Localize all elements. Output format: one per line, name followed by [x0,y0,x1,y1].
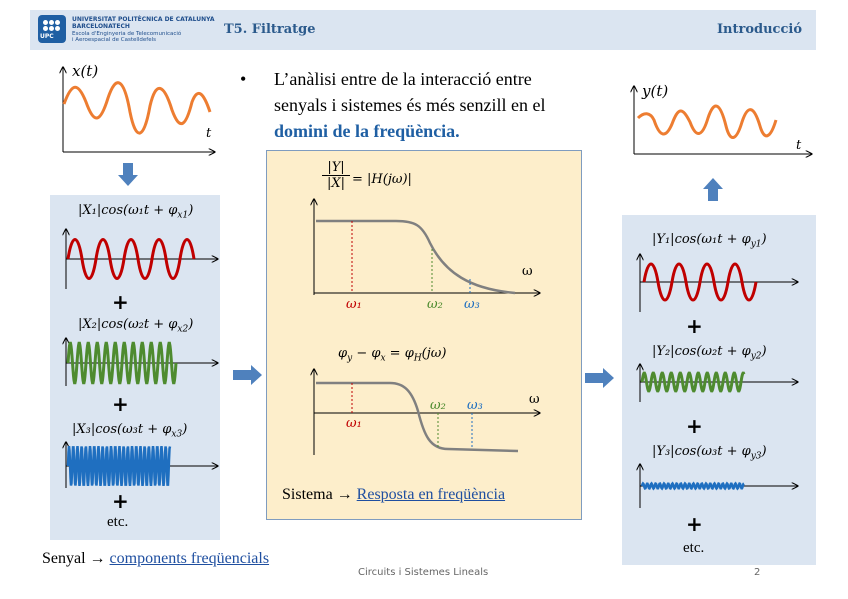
output-signal-plot [624,82,814,172]
upc-logo-icon: UPC [38,15,66,43]
system-caption: Sistema → Resposta en freqüència [282,486,506,503]
output-component-2-plot [632,362,802,404]
components-link[interactable]: components freqüencials [109,550,270,567]
etc-label: etc. [683,540,705,556]
input-signal-label: x(t) [72,62,99,80]
bullet-highlight: domini de la freqüència. [274,121,460,141]
output-component-3-plot [632,462,802,510]
course-title: T5. Filtratge [224,22,316,37]
signal-caption: Senyal → components freqüencials [42,550,270,567]
magnitude-response-plot [300,195,550,310]
down-arrow-icon [118,163,138,187]
phase-w2-label: ω₂ [430,398,446,413]
input-signal-plot [50,62,220,162]
bullet-paragraph [240,66,620,144]
input-time-axis-label: t [206,126,212,141]
logo-text-university: UNIVERSITAT POLITÈCNICA DE CATALUNYA BARCELONATECH [72,16,215,30]
plus-sign: + [686,314,703,338]
phase-omega-label: ω [529,392,540,407]
input-component-3-formula: $|X_3|\cos(\omega_3t + \varphi_{x3})$ [72,422,188,440]
right-arrow-icon [233,365,263,385]
output-signal-label: y(t) [642,82,669,100]
output-component-1-plot [632,250,802,316]
logo-text-school: Escola d'Enginyeria de Telecomunicació i Aeroespacial de Castelldefels [72,31,182,43]
phase-w3-label: ω₃ [467,398,483,413]
magnitude-w2-label: ω₂ [427,297,443,312]
bullet-dot: • [240,69,247,89]
output-component-1-formula: $|Y_1|\cos(\omega_1t + \varphi_{y1})$ [652,232,767,250]
page-number: 2 [754,567,761,578]
magnitude-rhs: = |H(jω)| [352,172,412,187]
output-time-axis-label: t [796,138,802,153]
plus-sign: + [112,290,129,314]
input-component-3-plot [58,440,220,492]
plus-sign: + [686,414,703,438]
plus-sign: + [112,489,129,513]
section-title: Introducció [716,22,802,37]
phase-response-plot [300,365,550,460]
plus-sign: + [686,512,703,536]
up-arrow-icon [703,178,723,202]
input-signal-waveform [64,83,210,133]
bullet-line-2: senyals i sistemes és més senzill en el [274,95,546,115]
output-component-2-formula: $|Y_2|\cos(\omega_2t + \varphi_{y2})$ [652,344,767,362]
frequency-response-link[interactable]: Resposta en freqüència [356,486,506,503]
input-component-1-plot [58,225,220,295]
output-component-3-waveform [642,484,744,489]
magnitude-w3-label: ω₃ [464,297,480,312]
magnitude-omega-label: ω [522,264,533,279]
etc-label: etc. [107,514,129,530]
input-component-1-formula: $|X_1|\cos(\omega_1t + \varphi_{x1})$ [78,203,194,221]
magnitude-curve [316,221,515,293]
bullet-line-1: L’anàlisi entre de la interacció entre [274,69,532,89]
footer-title: Circuits i Sistemes Lineals [358,567,489,578]
phase-w1-label: ω₁ [346,416,362,431]
upc-logo [38,14,213,46]
plus-sign: + [112,392,129,416]
phase-formula: $\varphi_y - \varphi_x = \varphi_H(j\omega)$ [338,346,447,364]
right-arrow-icon [585,368,615,388]
output-signal-waveform [638,106,776,138]
magnitude-fraction: |Y| |X| [322,160,350,191]
magnitude-w1-label: ω₁ [346,297,362,312]
output-component-3-formula: $|Y_3|\cos(\omega_3t + \varphi_{y3})$ [652,444,767,462]
input-component-3-waveform [68,446,170,486]
input-component-2-formula: $|X_2|\cos(\omega_2t + \varphi_{x2})$ [78,317,194,335]
input-component-2-plot [58,336,220,392]
header-bar [30,10,816,50]
